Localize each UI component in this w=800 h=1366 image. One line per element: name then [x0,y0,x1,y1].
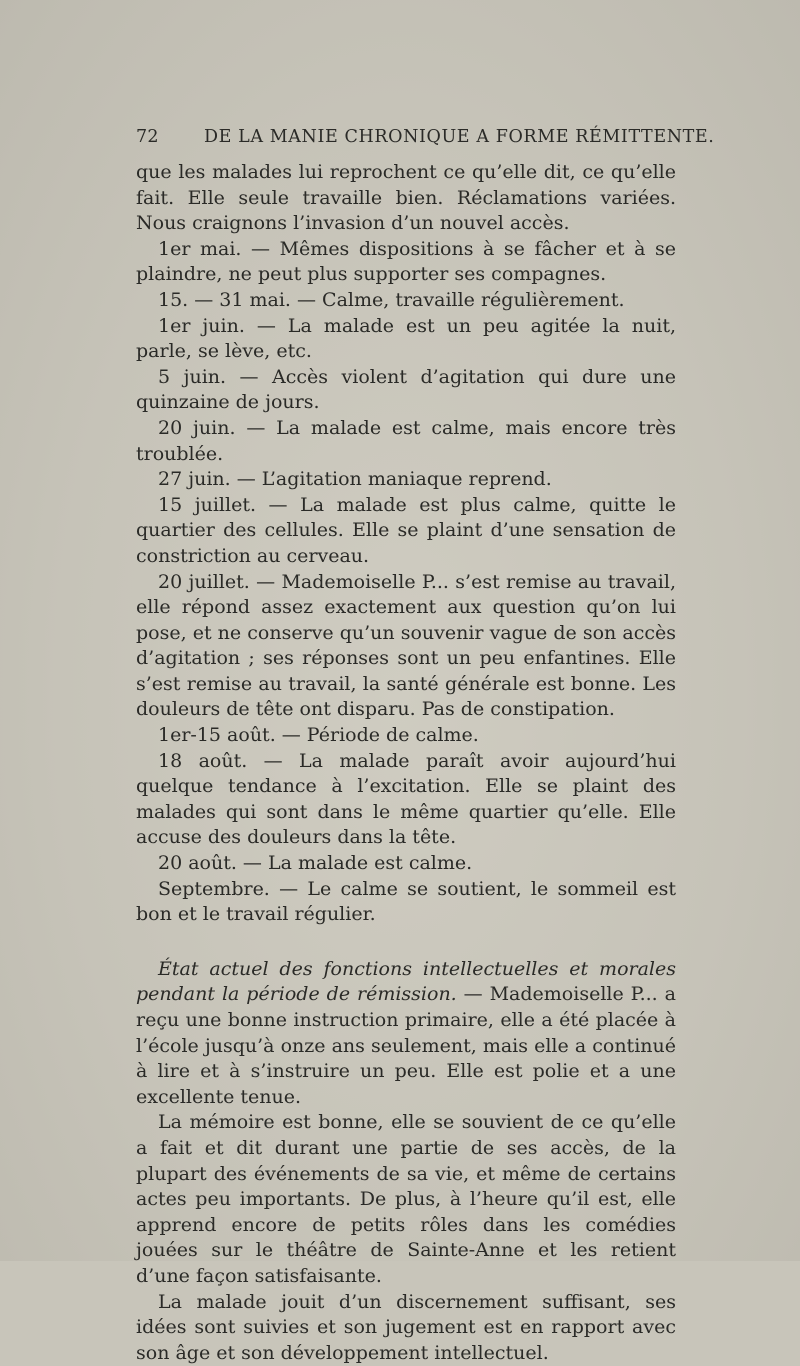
paragraph: 1er juin. — La malade est un peu agitée la nuit, parle, se lève, etc. [136,314,676,363]
section-lead: — Mademoiselle P... a reçu une bonne instruction primaire, elle a été placée à l’école jusqu’à onze ans seulement, mais elle a continué à lire et à s’instruire un peu. Elle est polie et a une excellente tenue. [136,983,676,1108]
paragraph: 27 juin. — L’agitation maniaque reprend. [158,468,552,491]
paragraph: La malade jouit d’un discernement suffisant, ses idées sont suivies et son jugement est en rapport avec son âge et son développement intellectuel. [136,1290,676,1364]
running-title: DE LA MANIE CHRONIQUE A FORME RÉMITTENTE. [204,127,715,147]
paragraph: 15 juillet. — La malade est plus calme, quitte le quartier des cellules. Elle se plaint d’une sensation de constriction au cerveau. [136,493,676,567]
paragraph: 20 août. — La malade est calme. [158,852,473,875]
section-paragraph [136,957,676,1111]
paragraph: 5 juin. — Accès violent d’agitation qui dure une quinzaine de jours. [136,365,676,414]
paragraph: 1er mai. — Mêmes dispositions à se fâcher et à se plaindre, ne peut plus supporter ses compagnes. [136,237,676,286]
paragraph: Septembre. — Le calme se soutient, le sommeil est bon et le travail régulier. [136,877,676,926]
section-gap [136,928,676,957]
paragraph: que les malades lui reprochent ce qu’elle dit, ce qu’elle fait. Elle seule travaille bien. Réclamations variées. Nous craignons l’invasion d’un nouvel accès. [136,161,676,235]
body-text [136,160,676,1366]
paragraph: 20 juillet. — Mademoiselle P... s’est remise au travail, elle répond assez exactement aux question qu’on lui pose, et ne conserve qu’un souvenir vague de son accès d’agitation ; ses réponses sont un peu enfantines. Elle s’est remise au travail, la santé générale est bonne. Les douleurs de tête ont disparu. Pas de constipation. [136,570,676,721]
paragraph: La mémoire est bonne, elle se souvient de ce qu’elle a fait et dit durant une partie de ses accès, de la plupart des événements de sa vie, et même de certains actes peu importants. De plus, à l’heure qu’il est, elle apprend encore de petits rôles dans les comédies jouées sur le théâtre de Sainte-Anne et les retient d’une façon satisfaisante. [136,1111,676,1287]
paragraph: 20 juin. — La malade est calme, mais encore très troublée. [136,416,676,465]
section-heading: État actuel des fonctions intellectuelles et morales pendant la période de rémission. [136,957,676,1006]
paragraph: 18 août. — La malade paraît avoir aujourd’hui quelque tendance à l’excitation. Elle se plaint des malades qui sont dans le même quartier qu’elle. Elle accuse des douleurs dans la tête. [136,749,676,849]
paragraph: 15. — 31 mai. — Calme, travaille régulièrement. [158,288,625,311]
paragraph: 1er-15 août. — Période de calme. [158,724,479,747]
page-number: 72 [136,127,159,147]
